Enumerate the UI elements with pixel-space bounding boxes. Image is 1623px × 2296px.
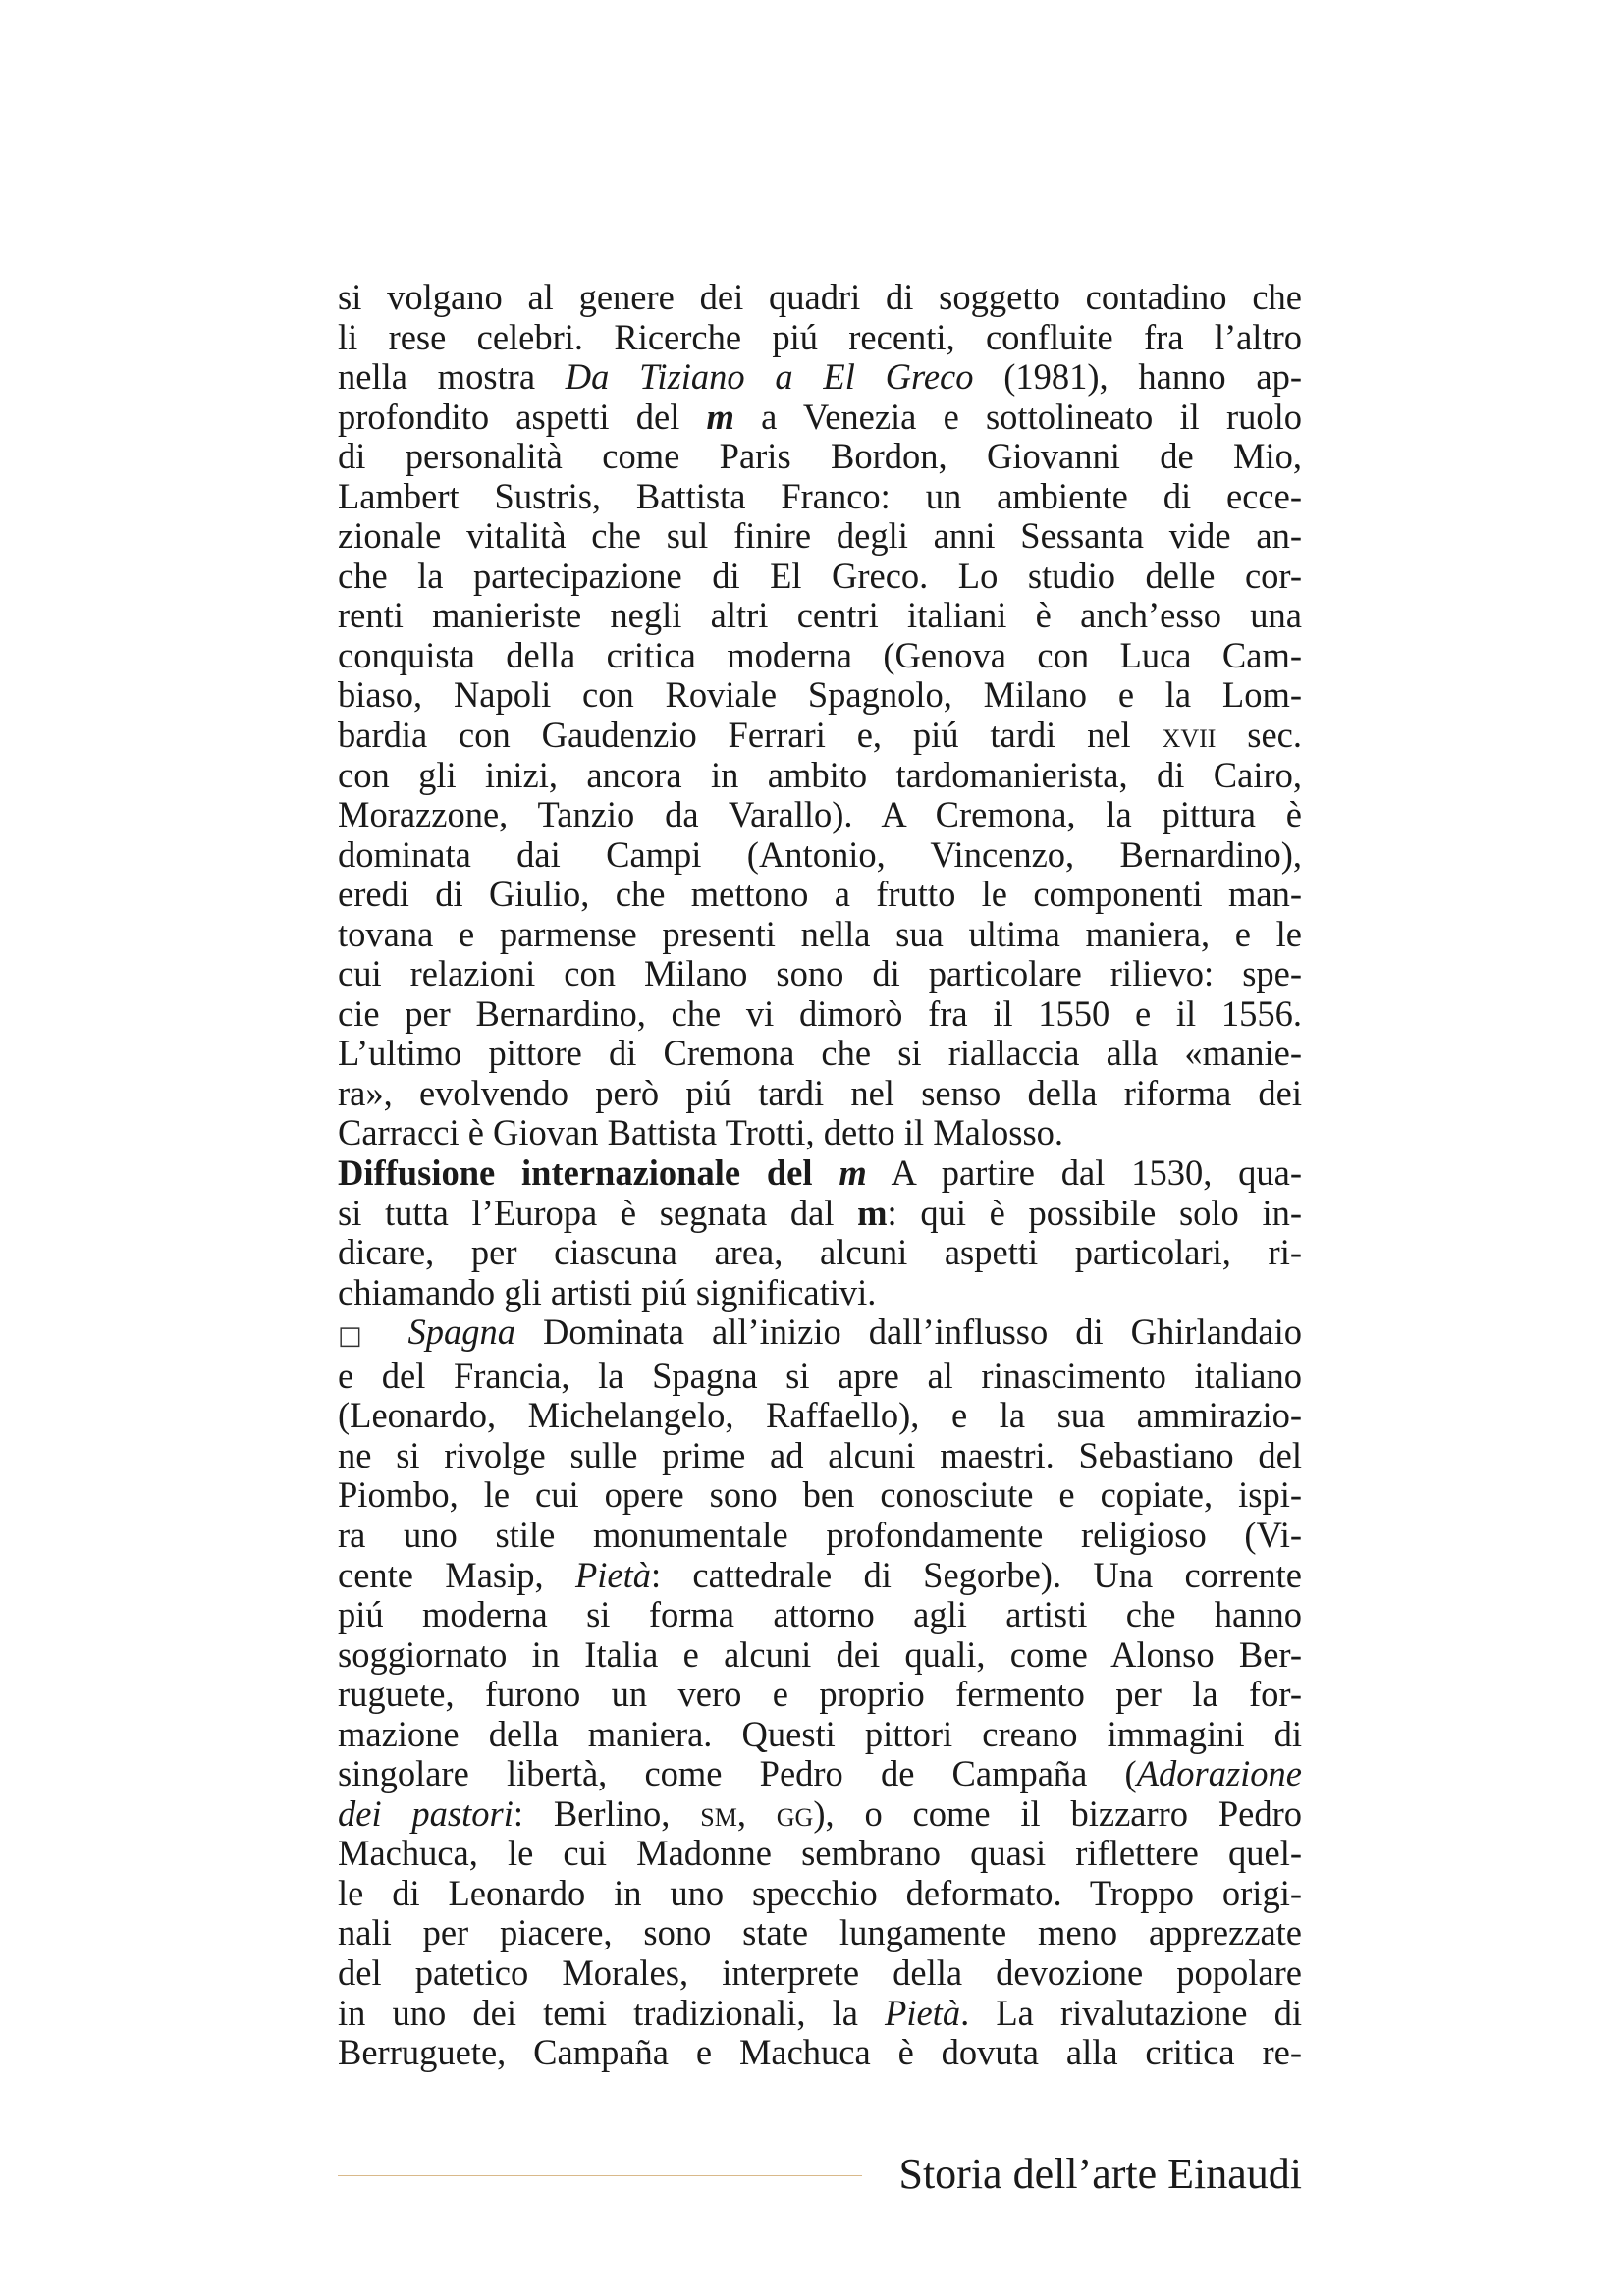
body-line: ra», evolvendo però piú tardi nel senso della riforma dei <box>338 1072 1302 1113</box>
body-text: in uno dei temi tradizionali, la <box>338 1992 886 2033</box>
body-text: profondito aspetti del <box>338 396 707 437</box>
m-symbol: m <box>857 1192 888 1233</box>
section-line <box>338 1153 1302 1194</box>
body-text: sec. <box>1216 715 1303 756</box>
spain-line: nali per piacere, sono state lungamente meno apprezzate <box>338 1912 1302 1953</box>
body-text: , <box>736 1792 777 1834</box>
body-line: conquista della critica moderna (Genova con Luca Cam- <box>338 634 1302 675</box>
body-line: cui relazioni con Milano sono di particolare rilievo: spe- <box>338 953 1302 994</box>
spain-line <box>338 1794 1302 1835</box>
body-line: Morazzone, Tanzio da Varallo). A Cremona, la pittura è <box>338 794 1302 835</box>
exhibition-title: Da Tiziano a El Greco <box>565 356 974 398</box>
body-text: . La rivalutazione di <box>960 1992 1302 2033</box>
body-line <box>338 716 1302 756</box>
body-text: nella mostra <box>338 356 566 398</box>
century-numeral: xvii <box>1162 715 1217 756</box>
page-body <box>338 278 1302 2073</box>
body-line: Lambert Sustris, Battista Franco: un ambiente di ecce- <box>338 475 1302 516</box>
body-text: bardia con Gaudenzio Ferrari e, piú tardi nel <box>338 715 1163 756</box>
body-text: : cattedrale di Segorbe). Una corrente <box>650 1554 1302 1595</box>
spain-line: mazione della maniera. Questi pittori creano immagini di <box>338 1713 1302 1754</box>
footer-title: Storia dell’arte Einaudi <box>898 2150 1302 2198</box>
body-line: renti manieriste negli altri centri italiani è anch’esso una <box>338 595 1302 636</box>
spain-line <box>338 1556 1302 1596</box>
body-line <box>338 398 1302 438</box>
spain-line <box>338 1754 1302 1794</box>
spain-line: soggiornato in Italia e alcuni dei quali, come Alonso Ber- <box>338 1633 1302 1675</box>
body-line: dominata dai Campi (Antonio, Vincenzo, Bernardino), <box>338 833 1302 875</box>
spain-label: Spagna <box>407 1311 515 1353</box>
body-line: eredi di Giulio, che mettono a frutto le componenti man- <box>338 874 1302 915</box>
section-heading: Diffusione internazionale del <box>338 1152 839 1194</box>
artwork-title: dei pastori <box>338 1792 514 1834</box>
body-text: (1981), hanno ap- <box>973 356 1302 398</box>
section-line: dicare, per ciascuna area, alcuni aspetti particolari, ri- <box>338 1232 1302 1273</box>
spain-line: le di Leonardo in uno specchio deformato. Troppo origi- <box>338 1872 1302 1913</box>
body-text: : Berlino, <box>513 1792 701 1834</box>
section-line: chiamando gli artisti piú significativi. <box>338 1271 877 1312</box>
body-line: si volgano al genere dei quadri di soggetto contadino che <box>338 277 1302 317</box>
body-text: cente Masip, <box>338 1554 575 1595</box>
spain-line: (Leonardo, Michelangelo, Raffaello), e la sua ammirazio- <box>338 1395 1302 1436</box>
spain-line: del patetico Morales, interprete della devozione popolare <box>338 1951 1302 1993</box>
spain-line <box>338 1994 1302 2034</box>
section-line <box>338 1194 1302 1234</box>
spain-line: ruguete, furono un vero e proprio fermento per la for- <box>338 1674 1302 1715</box>
body-line: cie per Bernardino, che vi dimorò fra il 1550 e il 1556. <box>338 992 1302 1034</box>
body-text: : qui è possibile solo in- <box>887 1192 1302 1233</box>
body-line: li rese celebri. Ricerche piú recenti, confluite fra l’altro <box>338 316 1302 357</box>
spain-line: piú moderna si forma attorno agli artisti che hanno <box>338 1594 1302 1635</box>
spain-line <box>338 1312 1302 1357</box>
body-line: tovana e parmense presenti nella sua ultima maniera, e le <box>338 913 1302 954</box>
spain-line: e del Francia, la Spagna si apre al rinascimento italiano <box>338 1355 1302 1396</box>
body-line: con gli inizi, ancora in ambito tardomanierista, di Cairo, <box>338 754 1302 795</box>
m-symbol: m <box>839 1152 867 1194</box>
spain-line: Machuca, le cui Madonne sembrano quasi riflettere quel- <box>338 1833 1302 1874</box>
body-line: L’ultimo pittore di Cremona che si riallaccia alla «manie- <box>338 1033 1302 1074</box>
body-line: che la partecipazione di El Greco. Lo studio delle cor- <box>338 555 1302 596</box>
museum-abbrev: gg <box>776 1792 814 1834</box>
artwork-title: Pietà <box>574 1554 651 1595</box>
artwork-title: Pietà <box>885 1992 961 2033</box>
museum-abbrev: sm <box>700 1792 737 1834</box>
artwork-title: Adorazione <box>1136 1753 1302 1794</box>
body-text: Dominata all’inizio dall’influsso di Ghirlandaio <box>515 1311 1303 1353</box>
footer-rule <box>338 2175 862 2176</box>
spain-line: Piombo, le cui opere sono ben conosciute e copiate, ispi- <box>338 1474 1302 1516</box>
body-text: singolare libertà, come Pedro de Campaña ( <box>338 1753 1137 1794</box>
square-bullet-icon: □ <box>338 1321 381 1352</box>
body-text: A partire dal 1530, qua- <box>866 1152 1302 1194</box>
body-text: ), o come il bizzarro Pedro <box>813 1792 1303 1834</box>
body-line: di personalità come Paris Bordon, Giovanni de Mio, <box>338 436 1302 477</box>
body-line <box>338 357 1302 398</box>
body-text: si tutta l’Europa è segnata dal <box>338 1192 858 1233</box>
spain-line: ne si rivolge sulle prime ad alcuni maestri. Sebastiano del <box>338 1434 1302 1475</box>
body-line: zionale vitalità che sul finire degli anni Sessanta vide an- <box>338 515 1302 557</box>
spain-line: Berruguete, Campaña e Machuca è dovuta alla critica re- <box>338 2032 1302 2073</box>
body-line: biaso, Napoli con Roviale Spagnolo, Milano e la Lom- <box>338 674 1302 716</box>
m-symbol: m <box>706 396 734 437</box>
spain-line: ra uno stile monumentale profondamente religioso (Vi- <box>338 1514 1302 1555</box>
body-text: a Venezia e sottolineato il ruolo <box>733 396 1302 437</box>
body-line: Carracci è Giovan Battista Trotti, detto il Malosso. <box>338 1112 1064 1153</box>
